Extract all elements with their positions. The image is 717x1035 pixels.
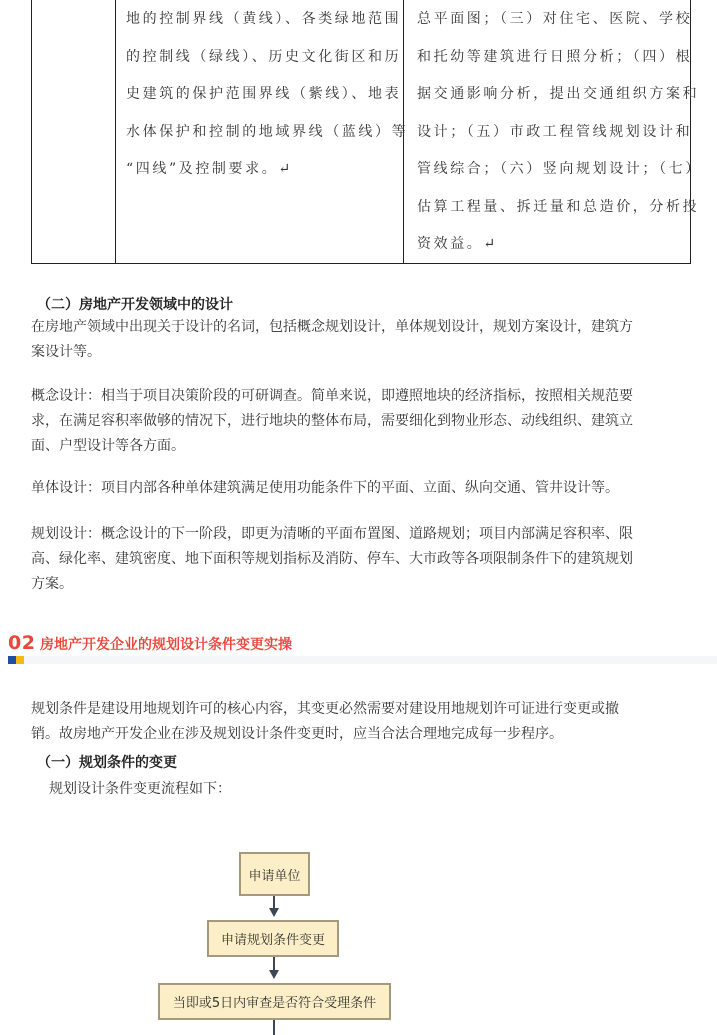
- table-cell-right: [417, 0, 702, 264]
- text-line: 规划条件是建设用地规划许可的核心内容，其变更必然需要对建设用地规划许可证进行变更或撤: [31, 701, 619, 717]
- table-line: 地的控制界线（黄线）、各类绿地范围: [126, 11, 402, 27]
- table-line: 的控制线（绿线）、历史文化街区和历: [126, 48, 402, 65]
- table-line: 总平面图；（三）对住宅、医院、学校: [417, 11, 693, 27]
- paragraph-concept-design: [31, 384, 701, 459]
- planning-conditions-table: [31, 0, 702, 264]
- section-underline-bar: [8, 656, 717, 664]
- flow-arrow-head: [269, 908, 279, 917]
- table-divider: [115, 0, 116, 263]
- text-line: 在房地产领域中出现关于设计的名词，包括概念规划设计，单体规划设计，规划方案设计，建筑方: [31, 319, 633, 335]
- table-line: 资效益。↵: [417, 236, 498, 252]
- table-line: 史建筑的保护范围界线（紫线）、地表: [126, 86, 402, 102]
- table-line: “四线”及控制要求。↵: [126, 161, 293, 177]
- paragraph-planning-conditions: [31, 697, 701, 747]
- table-line: 设计；（五）市政工程管线规划设计和: [417, 123, 693, 140]
- table-line: 估算工程量、拆迁量和总造价，分析投: [417, 198, 700, 215]
- flow-intro-text: 规划设计条件变更流程如下：: [49, 781, 231, 797]
- flow-step-apply-change: 申请规划条件变更: [207, 920, 339, 957]
- flow-arrow-head: [269, 970, 279, 979]
- flow-arrow-line: [273, 957, 275, 970]
- sub-heading-condition-change: （一）规划条件的变更: [37, 755, 177, 771]
- flow-step-applicant: 申请单位: [239, 852, 310, 896]
- flow-step-review: 当即或5日内审查是否符合受理条件: [158, 983, 391, 1020]
- paragraph-single-design: [31, 476, 701, 501]
- flow-arrow-line: [273, 896, 275, 908]
- text-line: 求，在满足容积率做够的情况下，进行地块的整体布局，需要细化到物业形态、动线组织、建筑立: [31, 413, 633, 429]
- accent-square-yellow: [16, 656, 24, 664]
- paragraph-intro: [31, 315, 701, 365]
- section-number: 02: [8, 632, 36, 654]
- text-line: 案设计等。: [31, 344, 101, 360]
- table-line: 水体保护和控制的地域界线（蓝线）等: [126, 123, 409, 140]
- table-line: 管线综合；（六）竖向规划设计；（七）: [417, 161, 702, 177]
- text-line: 单体设计：项目内部各种单体建筑满足使用功能条件下的平面、立面、纵向交通、管井设计等。: [31, 480, 619, 496]
- table-cell-middle: [126, 0, 409, 189]
- table-line: 据交通影响分析，提出交通组织方案和: [417, 86, 700, 102]
- text-line: 面、户型设计等各方面。: [31, 438, 185, 454]
- paragraph-planning-design: [31, 522, 701, 597]
- text-line: 高、绿化率、建筑密度、地下面积等规划指标及消防、停车、大市政等各项限制条件下的建筑规划: [31, 551, 633, 567]
- flow-arrow-line: [273, 1020, 275, 1035]
- text-line: 规划设计：概念设计的下一阶段，即更为清晰的平面布置图、道路规划；项目内部满足容积率、限: [31, 526, 633, 542]
- text-line: 销。故房地产开发企业在涉及规划设计条件变更时，应当合法合理地完成每一步程序。: [31, 726, 563, 742]
- table-line: 和托幼等建筑进行日照分析；（四）根: [417, 48, 693, 65]
- text-line: 概念设计：相当于项目决策阶段的可研调查。简单来说，即遵照地块的经济指标，按照相关规范要: [31, 388, 633, 404]
- accent-square-blue: [8, 656, 16, 664]
- section-title: 房地产开发企业的规划设计条件变更实操: [40, 637, 292, 653]
- sub-heading-design-fields: （二）房地产开发领域中的设计: [37, 297, 233, 313]
- text-line: 方案。: [31, 576, 73, 592]
